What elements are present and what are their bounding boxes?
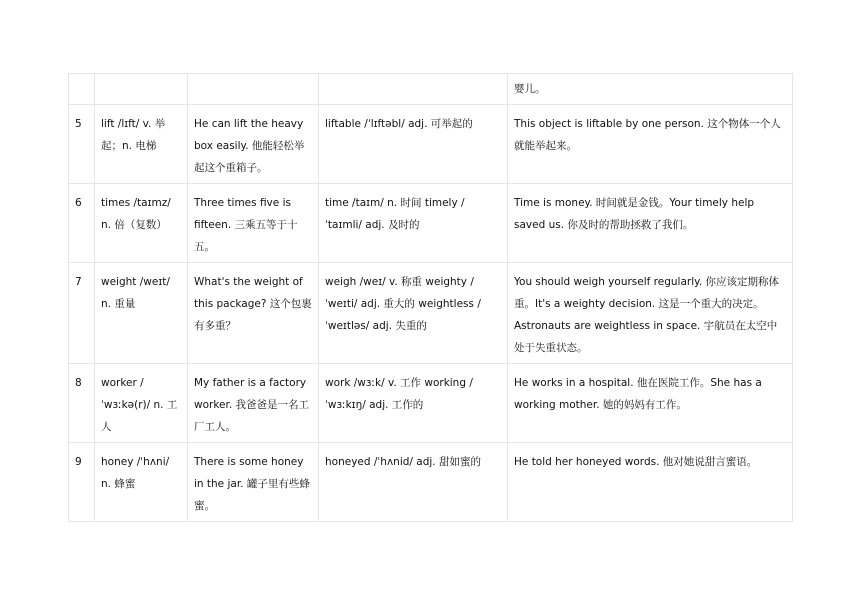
cell-derived-example: Time is money. 时间就是金钱。Your timely help saved us. 你及时的帮助拯救了我们。 — [508, 184, 793, 263]
cell-word: times /taɪmz/ n. 倍（复数） — [95, 184, 188, 263]
cell-derived-example: You should weigh yourself regularly. 你应该定期称体重。It's a weighty decision. 这是一个重大的决定。Astronauts are weightless in space. 宇航员在太空中处于失重状态。 — [508, 263, 793, 364]
cell-derived: work /wɜːk/ v. 工作 working /ˈwɜːkɪŋ/ adj. 工作的 — [319, 364, 508, 443]
cell-word: honey /ˈhʌni/ n. 蜂蜜 — [95, 443, 188, 522]
cell-number: 8 — [69, 364, 95, 443]
cell-word: weight /weɪt/ n. 重量 — [95, 263, 188, 364]
table-row — [69, 443, 793, 522]
table-row — [69, 105, 793, 184]
table-row — [69, 263, 793, 364]
cell-derived: weigh /weɪ/ v. 称重 weighty /ˈweɪti/ adj. 重大的 weightless /ˈweɪtləs/ adj. 失重的 — [319, 263, 508, 364]
cell-word: worker /ˈwɜːkə(r)/ n. 工人 — [95, 364, 188, 443]
cell-derived: time /taɪm/ n. 时间 timely /ˈtaɪmli/ adj. 及时的 — [319, 184, 508, 263]
cell-example: My father is a factory worker. 我爸爸是一名工厂工人。 — [188, 364, 319, 443]
cell-example — [188, 74, 319, 105]
cell-number: 6 — [69, 184, 95, 263]
cell-number — [69, 74, 95, 105]
cell-derived: liftable /ˈlɪftəbl/ adj. 可举起的 — [319, 105, 508, 184]
cell-derived-example: 婴儿。 — [508, 74, 793, 105]
cell-number: 9 — [69, 443, 95, 522]
cell-derived — [319, 74, 508, 105]
cell-derived: honeyed /ˈhʌnid/ adj. 甜如蜜的 — [319, 443, 508, 522]
cell-derived-example: He told her honeyed words. 他对她说甜言蜜语。 — [508, 443, 793, 522]
cell-number: 7 — [69, 263, 95, 364]
cell-example: He can lift the heavy box easily. 他能轻松举起这个重箱子。 — [188, 105, 319, 184]
table-row — [69, 184, 793, 263]
cell-example: Three times five is fifteen. 三乘五等于十五。 — [188, 184, 319, 263]
table-row — [69, 74, 793, 105]
vocabulary-table — [68, 73, 793, 522]
cell-word: lift /lɪft/ v. 举起；n. 电梯 — [95, 105, 188, 184]
cell-number: 5 — [69, 105, 95, 184]
table-row — [69, 364, 793, 443]
cell-derived-example: This object is liftable by one person. 这个物体一个人就能举起来。 — [508, 105, 793, 184]
cell-derived-example: He works in a hospital. 他在医院工作。She has a working mother. 她的妈妈有工作。 — [508, 364, 793, 443]
cell-example: There is some honey in the jar. 罐子里有些蜂蜜。 — [188, 443, 319, 522]
cell-word — [95, 74, 188, 105]
cell-example: What's the weight of this package? 这个包裹有多重？ — [188, 263, 319, 364]
